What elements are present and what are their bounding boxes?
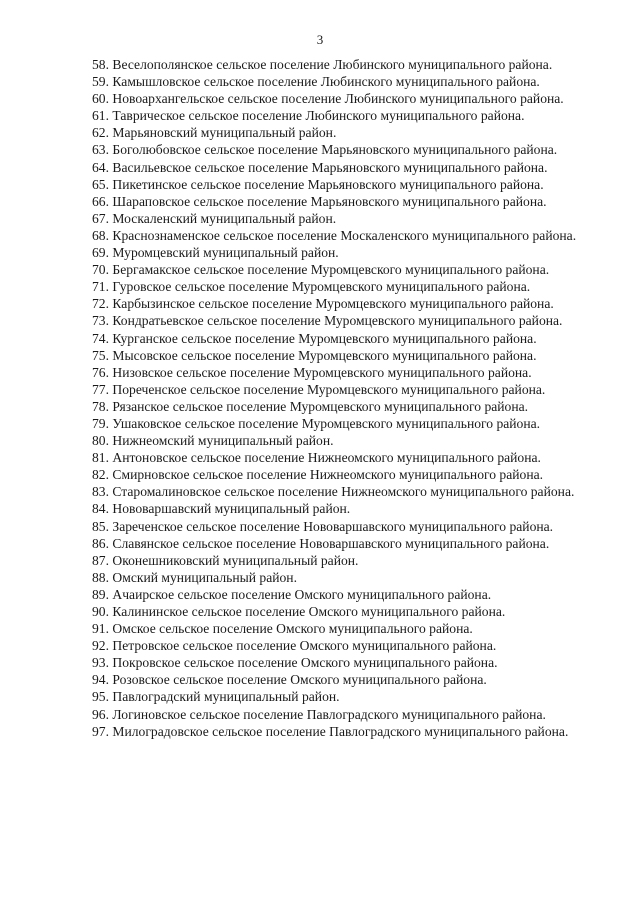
list-item	[58, 73, 611, 90]
list-item-text: Карбызинское сельское поселение Муромцевского муниципального района.	[112, 296, 554, 312]
settlement-list	[58, 56, 611, 740]
list-item-text: Розовское сельское поселение Омского муниципального района.	[112, 672, 487, 688]
list-item-text: Таврическое сельское поселение Любинского муниципального района.	[112, 108, 525, 124]
list-item-text: Васильевское сельское поселение Марьяновского муниципального района.	[112, 159, 548, 175]
list-item-number: 90.	[92, 604, 109, 619]
list-item-text: Зареченское сельское поселение Нововаршавского муниципального района.	[112, 518, 554, 534]
list-item-text: Славянское сельское поселение Нововаршавского муниципального района.	[112, 535, 550, 551]
list-item-text: Низовское сельское поселение Муромцевского муниципального района.	[112, 364, 532, 380]
list-item-text: Омское сельское поселение Омского муниципального района.	[112, 621, 473, 637]
list-item-text: Курганское сельское поселение Муромцевского муниципального района.	[112, 330, 537, 346]
list-item-text: Веселополянское сельское поселение Любинского муниципального района.	[112, 57, 553, 72]
list-item	[58, 244, 611, 261]
list-item-text: Оконешниковский муниципальный район.	[112, 552, 359, 568]
list-item	[58, 415, 611, 432]
list-item	[58, 210, 611, 227]
list-item-text: Пореченское сельское поселение Муромцевского муниципального района.	[112, 381, 546, 397]
list-item-number: 86.	[92, 535, 109, 551]
list-item-number: 91.	[92, 621, 109, 637]
list-item	[58, 295, 611, 312]
list-item-text: Старомалиновское сельское поселение Нижнеомского муниципального района.	[112, 484, 575, 500]
list-item	[58, 535, 611, 552]
list-item	[58, 449, 611, 466]
list-item-number: 61.	[92, 108, 109, 124]
list-item-number: 59.	[92, 74, 109, 90]
list-item-text: Омский муниципальный район.	[112, 569, 297, 585]
list-item-text: Павлоградский муниципальный район.	[112, 689, 340, 705]
list-item	[58, 688, 611, 705]
list-item-text: Муромцевский муниципальный район.	[112, 245, 339, 261]
list-item-text: Пикетинское сельское поселение Марьяновского муниципального района.	[112, 176, 544, 192]
list-item-text: Нижнеомский муниципальный район.	[112, 433, 334, 449]
list-item-number: 62.	[92, 125, 109, 141]
list-item-number: 69.	[92, 245, 109, 261]
list-item-number: 77.	[92, 381, 109, 397]
list-item-number: 88.	[92, 569, 109, 585]
list-item-number: 97.	[92, 723, 109, 739]
list-item	[58, 278, 611, 295]
list-item-text: Антоновское сельское поселение Нижнеомского муниципального района.	[112, 450, 541, 466]
list-item	[58, 141, 611, 158]
list-item-number: 83.	[92, 484, 109, 500]
list-item-text: Рязанское сельское поселение Муромцевского муниципального района.	[112, 398, 529, 414]
list-item-number: 71.	[92, 279, 109, 295]
list-item-text: Кондратьевское сельское поселение Муромцевского муниципального района.	[112, 313, 563, 329]
list-item-number: 85.	[92, 518, 109, 534]
list-item	[58, 364, 611, 381]
list-item-number: 78.	[92, 398, 109, 414]
list-item-number: 95.	[92, 689, 109, 705]
list-item-text: Мысовское сельское поселение Муромцевского муниципального района.	[112, 347, 537, 363]
list-item-number: 70.	[92, 262, 109, 278]
list-item	[58, 620, 611, 637]
list-item	[58, 261, 611, 278]
list-item-text: Боголюбовское сельское поселение Марьяновского муниципального района.	[112, 142, 558, 158]
list-item	[58, 603, 611, 620]
list-item-number: 93.	[92, 655, 109, 671]
list-item	[58, 90, 611, 107]
list-item	[58, 56, 611, 73]
list-item	[58, 381, 611, 398]
list-item-number: 72.	[92, 296, 109, 312]
list-item	[58, 107, 611, 124]
list-item-text: Шараповское сельское поселение Марьяновского муниципального района.	[112, 193, 547, 209]
page-number: 3	[316, 32, 324, 47]
list-item-text: Москаленский муниципальный район.	[112, 210, 337, 226]
list-item-number: 80.	[92, 433, 109, 449]
list-item	[58, 654, 611, 671]
list-item-text: Гуровское сельское поселение Муромцевского муниципального района.	[112, 279, 531, 295]
list-item-number: 92.	[92, 638, 109, 654]
list-item-text: Новоархангельское сельское поселение Любинского муниципального района.	[112, 91, 564, 107]
list-item	[58, 569, 611, 586]
list-item	[58, 432, 611, 449]
list-item	[58, 398, 611, 415]
list-item-number: 66.	[92, 193, 109, 209]
list-item	[58, 124, 611, 141]
list-item-number: 63.	[92, 142, 109, 158]
list-item-number: 87.	[92, 552, 109, 568]
list-item	[58, 637, 611, 654]
list-item-number: 79.	[92, 415, 109, 431]
list-item-number: 58.	[92, 57, 109, 72]
list-item-text: Ушаковское сельское поселение Муромцевского муниципального района.	[112, 415, 541, 431]
list-item-text: Марьяновский муниципальный район.	[112, 125, 337, 141]
list-item	[58, 552, 611, 569]
list-item	[58, 312, 611, 329]
list-item-text: Калининское сельское поселение Омского муниципального района.	[112, 604, 506, 619]
list-item	[58, 671, 611, 688]
list-item-number: 76.	[92, 364, 109, 380]
list-item-number: 67.	[92, 210, 109, 226]
list-item-number: 81.	[92, 450, 109, 466]
list-item-text: Покровское сельское поселение Омского муниципального района.	[112, 655, 498, 671]
list-item-number: 64.	[92, 159, 109, 175]
list-item-text: Логиновское сельское поселение Павлоградского муниципального района.	[112, 706, 546, 722]
list-item-number: 68.	[92, 227, 109, 243]
list-item-number: 94.	[92, 672, 109, 688]
list-item	[58, 159, 611, 176]
list-item	[58, 176, 611, 193]
list-item	[58, 518, 611, 535]
list-item-number: 60.	[92, 91, 109, 107]
list-item-text: Петровское сельское поселение Омского муниципального района.	[112, 638, 497, 654]
list-item	[58, 330, 611, 347]
list-item	[58, 466, 611, 483]
list-item-text: Нововаршавский муниципальный район.	[112, 501, 351, 517]
list-item-number: 75.	[92, 347, 109, 363]
list-item	[58, 706, 611, 723]
list-item-text: Камышловское сельское поселение Любинского муниципального района.	[112, 74, 540, 90]
list-item	[58, 586, 611, 603]
list-item-text: Ачаирское сельское поселение Омского муниципального района.	[112, 586, 492, 602]
list-item	[58, 193, 611, 210]
list-item	[58, 723, 611, 740]
list-item-number: 73.	[92, 313, 109, 329]
list-item-text: Бергамакское сельское поселение Муромцевского муниципального района.	[112, 262, 550, 278]
list-item-text: Милоградовское сельское поселение Павлоградского муниципального района.	[112, 723, 569, 739]
list-item-number: 65.	[92, 176, 109, 192]
list-item-number: 74.	[92, 330, 109, 346]
list-item-text: Смирновское сельское поселение Нижнеомского муниципального района.	[112, 467, 544, 483]
list-item-number: 84.	[92, 501, 109, 517]
list-item-number: 89.	[92, 586, 109, 602]
list-item-number: 82.	[92, 467, 109, 483]
list-item	[58, 347, 611, 364]
list-item-number: 96.	[92, 706, 109, 722]
list-item	[58, 227, 611, 244]
list-item	[58, 500, 611, 517]
list-item-text: Краснознаменское сельское поселение Москаленского муниципального района.	[112, 227, 577, 243]
list-item	[58, 483, 611, 500]
